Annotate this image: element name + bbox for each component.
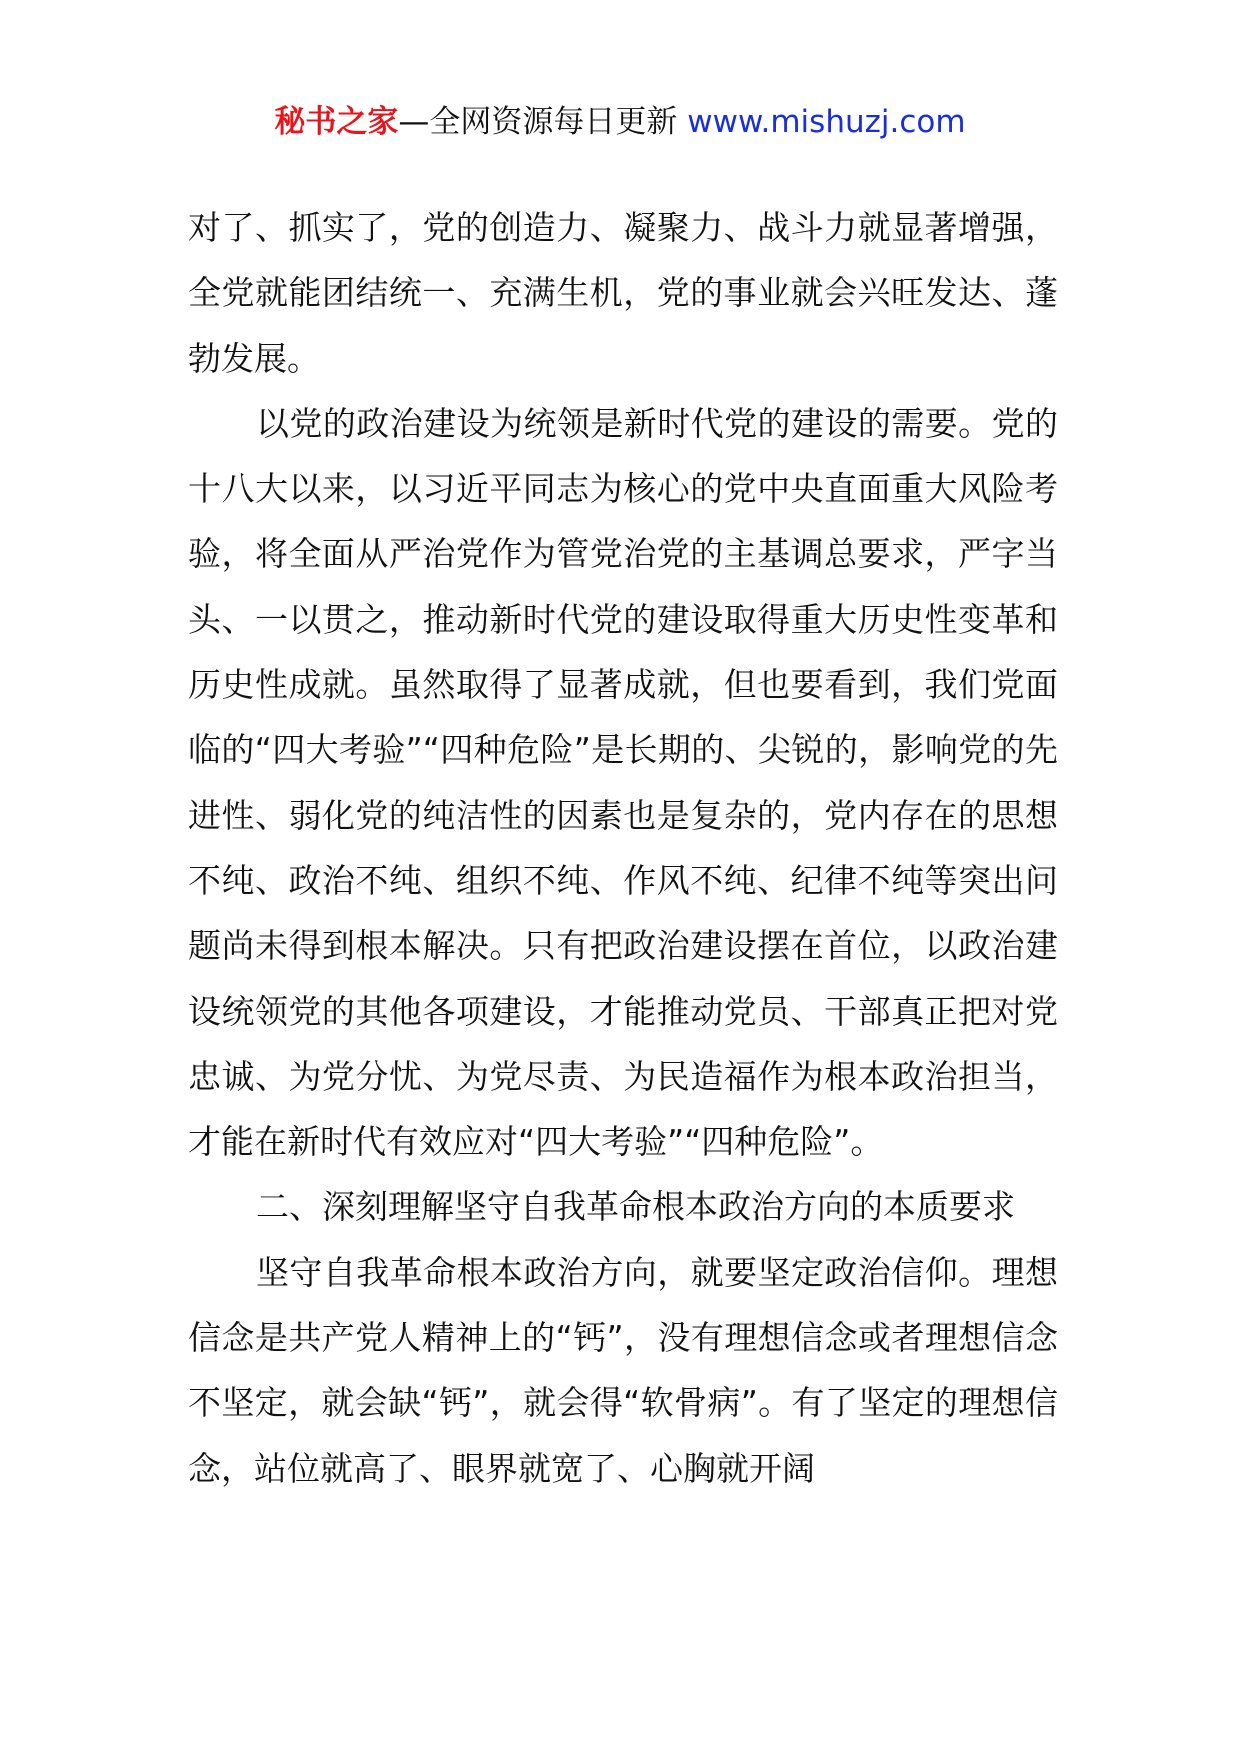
page-header [0,100,1240,144]
site-url-link[interactable]: www.mishuzj.com [687,104,966,140]
paragraph-1: 对了、抓实了，党的创造力、凝聚力、战斗力就显著增强，全党就能团结统一、充满生机，党的事业就会兴旺发达、蓬勃发展。 [188,208,1058,378]
paragraph-2: 以党的政治建设为统领是新时代党的建设的需要。党的十八大以来，以习近平同志为核心的党中央直面重大风险考验，将全面从严治党作为管党治党的主基调总要求，严字当头、一以贯之，推动新时代党的建设取得重大历史性变革和历史性成就。虽然取得了显著成就，但也要看到，我们党面临的“四大考验”“四种危险”是长期的、尖锐的，影响党的先进性、弱化党的纯洁性的因素也是复杂的，党内存在的思想不纯、政治不纯、组织不纯、作风不纯、纪律不纯等突出问题尚未得到根本解决。只有把政治建设摆在首位，以政治建设统领党的其他各项建设，才能推动党员、干部真正把对党忠诚、为党分忧、为党尽责、为民造福作为根本政治担当，才能在新时代有效应对“四大考验”“四种危险”。 [188,403,1058,1162]
document-body [188,195,1058,1501]
paragraph-3: 坚守自我革命根本政治方向，就要坚定政治信仰。理想信念是共产党人精神上的“钙”，没有理想信念或者理想信念不坚定，就会缺“钙”，就会得“软骨病”。有了坚定的理想信念，站位就高了、眼界就宽了、心胸就开阔 [188,1252,1058,1488]
section-heading-2: 二、深刻理解坚守自我革命根本政治方向的本质要求 [256,1187,1015,1227]
site-tagline: —全网资源每日更新 [398,104,688,140]
site-brand-name: 秘书之家 [274,104,399,140]
